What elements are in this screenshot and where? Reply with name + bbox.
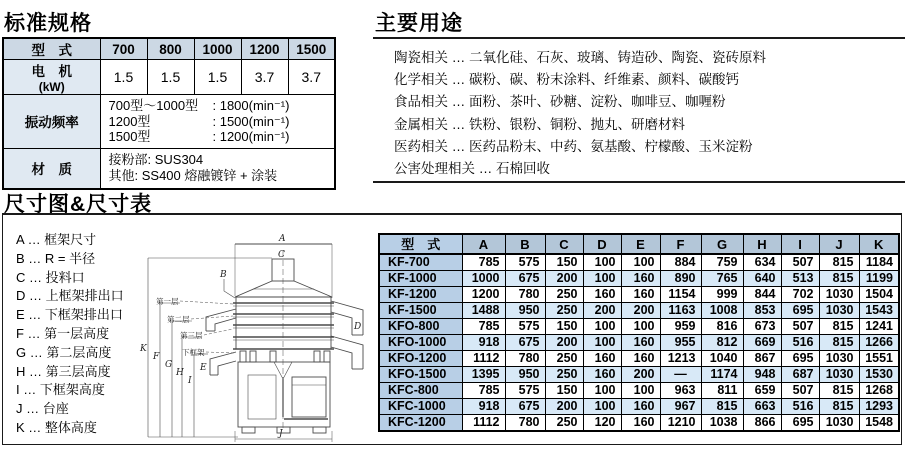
legend-item: H … 第三层高度: [16, 363, 111, 379]
cell: 160: [621, 351, 660, 367]
cell: 150: [545, 383, 583, 399]
model-cell: KFO-1200: [379, 351, 462, 367]
cell: 100: [583, 335, 621, 351]
frequency-line: [109, 129, 333, 145]
cell: 999: [701, 287, 743, 303]
table-row: [379, 399, 899, 415]
cell: 950: [505, 367, 545, 383]
cell: 853: [743, 303, 781, 319]
use-item: 食品相关 … 面粉、茶叶、砂糖、淀粉、咖啡豆、咖喱粉: [394, 94, 726, 110]
cell: 100: [583, 399, 621, 415]
cell: 669: [743, 335, 781, 351]
cell: 695: [781, 415, 819, 432]
cell: 687: [781, 367, 819, 383]
material-line: 接粉部: SUS304: [108, 151, 204, 167]
frequency-label: 振动频率: [3, 95, 100, 149]
drawing-label-b-icon: B: [220, 270, 227, 280]
cell: 160: [621, 287, 660, 303]
cell: 1488: [462, 303, 505, 319]
cell: 1.5: [147, 60, 194, 95]
cell: 513: [781, 271, 819, 287]
cell: 785: [462, 383, 505, 399]
frequency-value: : 1200(min⁻¹): [212, 129, 290, 144]
frequency-values: [100, 95, 335, 149]
cell: 1000: [462, 271, 505, 287]
cell: 507: [781, 383, 819, 399]
uses-title: 主要用途: [375, 12, 463, 35]
cell: 702: [781, 287, 819, 303]
frequency-value: : 1500(min⁻¹): [212, 113, 290, 129]
cell: 866: [743, 415, 781, 432]
cell: 1154: [660, 287, 701, 303]
cell: 815: [819, 383, 859, 399]
cell: 884: [660, 254, 701, 271]
drawing-label-k-icon: K: [140, 344, 147, 354]
cell: 200: [545, 335, 583, 351]
cell: 1040: [701, 351, 743, 367]
model-cell: KFO-1000: [379, 335, 462, 351]
use-item: 化学相关 … 碳粉、碳、粉末涂料、纤维素、颜料、碳酸钙: [394, 72, 740, 88]
table-row: [379, 319, 899, 335]
cell: 575: [505, 254, 545, 271]
cell: 100: [621, 383, 660, 399]
use-item: 公害处理相关 … 石棉回收: [394, 161, 551, 177]
column-header: H: [743, 234, 781, 254]
model-cell: KFC-800: [379, 383, 462, 399]
cell: 815: [819, 399, 859, 415]
drawing-label-f-icon: F: [153, 352, 160, 362]
cell: 100: [621, 319, 660, 335]
cell: 663: [743, 399, 781, 415]
cell: 1.5: [194, 60, 241, 95]
column-header: E: [621, 234, 660, 254]
column-header: C: [545, 234, 583, 254]
cell: 100: [583, 271, 621, 287]
cell: —: [660, 367, 701, 383]
column-header: G: [701, 234, 743, 254]
cell: 1163: [660, 303, 701, 319]
cell: 1030: [819, 351, 859, 367]
cell: 100: [583, 254, 621, 271]
table-row: [379, 351, 899, 367]
model-cell: KFO-800: [379, 319, 462, 335]
cell: 780: [505, 287, 545, 303]
dimensions-title: 尺寸图&尺寸表: [4, 193, 153, 216]
cell: 1293: [859, 399, 899, 415]
table-row: [379, 303, 899, 319]
model-cell: KF-1500: [379, 303, 462, 319]
dimension-table: [378, 233, 900, 432]
cell: 950: [505, 303, 545, 319]
cell: 963: [660, 383, 701, 399]
column-header: 1500: [288, 38, 335, 60]
table-row: [379, 287, 899, 303]
spec-table: [2, 37, 336, 190]
cell: 959: [660, 319, 701, 335]
material-row: [3, 148, 335, 189]
cell: 1030: [819, 287, 859, 303]
cell: 695: [781, 303, 819, 319]
cell: 120: [583, 415, 621, 432]
cell: 948: [743, 367, 781, 383]
model-cell: KFO-1500: [379, 367, 462, 383]
model-cell: KF-1200: [379, 287, 462, 303]
cell: 507: [781, 254, 819, 271]
table-row: [379, 335, 899, 351]
uses-section: [373, 37, 905, 183]
dimension-drawing: [136, 217, 378, 443]
cell: 659: [743, 383, 781, 399]
use-item: 金属相关 … 铁粉、银粉、铜粉、抛丸、研磨材料: [394, 116, 686, 132]
cell: 575: [505, 383, 545, 399]
cell: 150: [545, 254, 583, 271]
dim-model-header: 型 式: [379, 234, 462, 254]
cell: 200: [583, 303, 621, 319]
cell: 250: [545, 287, 583, 303]
cell: 815: [819, 254, 859, 271]
frequency-value: : 1800(min⁻¹): [212, 98, 290, 113]
drawing-label-j-icon: J: [279, 429, 283, 439]
cell: 250: [545, 351, 583, 367]
model-cell: KFC-1200: [379, 415, 462, 432]
cell: 1210: [660, 415, 701, 432]
cell: 955: [660, 335, 701, 351]
cell: 673: [743, 319, 781, 335]
spec-model-header: 型 式: [3, 38, 100, 60]
cell: 1184: [859, 254, 899, 271]
cell: 1504: [859, 287, 899, 303]
cell: 1241: [859, 319, 899, 335]
cell: 200: [621, 303, 660, 319]
column-header: 700: [100, 38, 147, 60]
cell: 200: [545, 399, 583, 415]
cell: 100: [583, 319, 621, 335]
column-header: I: [781, 234, 819, 254]
cell: 250: [545, 367, 583, 383]
cell: 160: [583, 351, 621, 367]
cell: 918: [462, 399, 505, 415]
legend-item: B … R = 半径: [16, 250, 96, 266]
cell: 250: [545, 415, 583, 432]
cell: 160: [583, 367, 621, 383]
cell: 1199: [859, 271, 899, 287]
column-header: J: [819, 234, 859, 254]
legend-item: E … 下框架排出口: [16, 307, 123, 323]
cell: 160: [583, 287, 621, 303]
cell: 1551: [859, 351, 899, 367]
model-cell: KF-700: [379, 254, 462, 271]
drawing-label-g-icon: G: [165, 360, 173, 370]
table-row: [379, 415, 899, 432]
spec-header-row: [3, 38, 335, 60]
cell: 785: [462, 254, 505, 271]
cell: 675: [505, 271, 545, 287]
legend-item: I … 下框架高度: [16, 382, 105, 398]
cell: 1174: [701, 367, 743, 383]
cell: 1213: [660, 351, 701, 367]
drawing-label-layer3: 第三层: [180, 331, 203, 340]
cell: 160: [621, 335, 660, 351]
model-cell: KF-1000: [379, 271, 462, 287]
motor-label-text: 电 机: [31, 64, 72, 79]
legend-item: F … 第一层高度: [16, 325, 110, 341]
cell: 1008: [701, 303, 743, 319]
cell: 3.7: [241, 60, 288, 95]
cell: 100: [621, 254, 660, 271]
motor-unit: (kW): [38, 80, 65, 94]
cell: 780: [505, 351, 545, 367]
drawing-label-e-icon: E: [200, 363, 207, 373]
specs-section: [4, 7, 327, 183]
column-header: 1000: [194, 38, 241, 60]
material-line: 其他: SS400 熔融镀锌 + 涂装: [108, 168, 278, 183]
cell: 675: [505, 335, 545, 351]
cell: 1038: [701, 415, 743, 432]
cell: 516: [781, 399, 819, 415]
frequency-line: [109, 114, 333, 130]
cell: 815: [819, 271, 859, 287]
table-row: [379, 367, 899, 383]
cell: 1530: [859, 367, 899, 383]
cell: 815: [701, 399, 743, 415]
legend-item: J … 台座: [16, 401, 69, 417]
column-header: F: [660, 234, 701, 254]
cell: 1030: [819, 415, 859, 432]
cell: 150: [545, 319, 583, 335]
cell: 1268: [859, 383, 899, 399]
cell: 890: [660, 271, 701, 287]
cell: 575: [505, 319, 545, 335]
cell: 1200: [462, 287, 505, 303]
legend-item: D … 上框架排出口: [16, 288, 124, 304]
cell: 1548: [859, 415, 899, 432]
column-header: A: [462, 234, 505, 254]
dimension-legend: [16, 231, 124, 438]
cell: 1112: [462, 415, 505, 432]
legend-item: G … 第二层高度: [16, 344, 112, 360]
cell: 759: [701, 254, 743, 271]
cell: 507: [781, 319, 819, 335]
frequency-row: [3, 95, 335, 149]
legend-item: A … 框架尺寸: [16, 232, 97, 247]
cell: 785: [462, 319, 505, 335]
cell: 815: [819, 319, 859, 335]
dim-header-row: [379, 234, 899, 254]
cell: 3.7: [288, 60, 335, 95]
frequency-model: 1500型: [108, 129, 151, 144]
frequency-line: [109, 98, 333, 114]
cell: 815: [819, 335, 859, 351]
column-header: 800: [147, 38, 194, 60]
table-row: [379, 271, 899, 287]
cell: 967: [660, 399, 701, 415]
cell: 811: [701, 383, 743, 399]
cell: 780: [505, 415, 545, 432]
cell: 640: [743, 271, 781, 287]
drawing-label-a-icon: A: [279, 234, 286, 244]
cell: 844: [743, 287, 781, 303]
drawing-label-lower-frame: 下框架: [182, 348, 205, 357]
cell: 160: [621, 271, 660, 287]
drawing-label-i-icon: I: [188, 376, 192, 386]
cell: 1543: [859, 303, 899, 319]
model-cell: KFC-1000: [379, 399, 462, 415]
cell: 1395: [462, 367, 505, 383]
cell: 516: [781, 335, 819, 351]
legend-item: K … 整体高度: [16, 419, 97, 435]
cell: 1030: [819, 303, 859, 319]
cell: 1030: [819, 367, 859, 383]
cell: 867: [743, 351, 781, 367]
use-item: 医药相关 … 医药品粉末、中药、氨基酸、柠檬酸、玉米淀粉: [394, 138, 753, 154]
drawing-label-layer2: 第二层: [167, 315, 190, 324]
motor-row: [3, 60, 335, 95]
cell: 816: [701, 319, 743, 335]
specs-title: 标准规格: [4, 12, 92, 35]
drawing-label-layer1: 第一层: [156, 297, 179, 306]
material-label: 材 质: [3, 148, 100, 189]
cell: 634: [743, 254, 781, 271]
drawing-label-h-icon: H: [176, 368, 184, 378]
cell: 1112: [462, 351, 505, 367]
drawing-label-c-icon: C: [278, 250, 285, 260]
material-values: [100, 148, 335, 189]
column-header: B: [505, 234, 545, 254]
legend-item: C … 投料口: [16, 269, 85, 285]
frequency-model: 700型～1000型: [108, 98, 199, 113]
cell: 200: [545, 271, 583, 287]
cell: 160: [621, 399, 660, 415]
cell: 918: [462, 335, 505, 351]
cell: 695: [781, 351, 819, 367]
cell: 250: [545, 303, 583, 319]
cell: 160: [621, 415, 660, 432]
motor-label: [3, 60, 100, 95]
cell: 812: [701, 335, 743, 351]
cell: 675: [505, 399, 545, 415]
drawing-label-d-icon: D: [354, 322, 362, 332]
column-header: D: [583, 234, 621, 254]
frequency-model: 1200型: [108, 113, 151, 129]
column-header: K: [859, 234, 899, 254]
column-header: 1200: [241, 38, 288, 60]
cell: 765: [701, 271, 743, 287]
cell: 1.5: [100, 60, 147, 95]
use-item: 陶瓷相关 … 二氧化硅、石灰、玻璃、铸造砂、陶瓷、瓷砖原料: [394, 50, 767, 65]
cell: 1266: [859, 335, 899, 351]
table-row: [379, 254, 899, 271]
cell: 200: [621, 367, 660, 383]
table-row: [379, 383, 899, 399]
cell: 100: [583, 383, 621, 399]
